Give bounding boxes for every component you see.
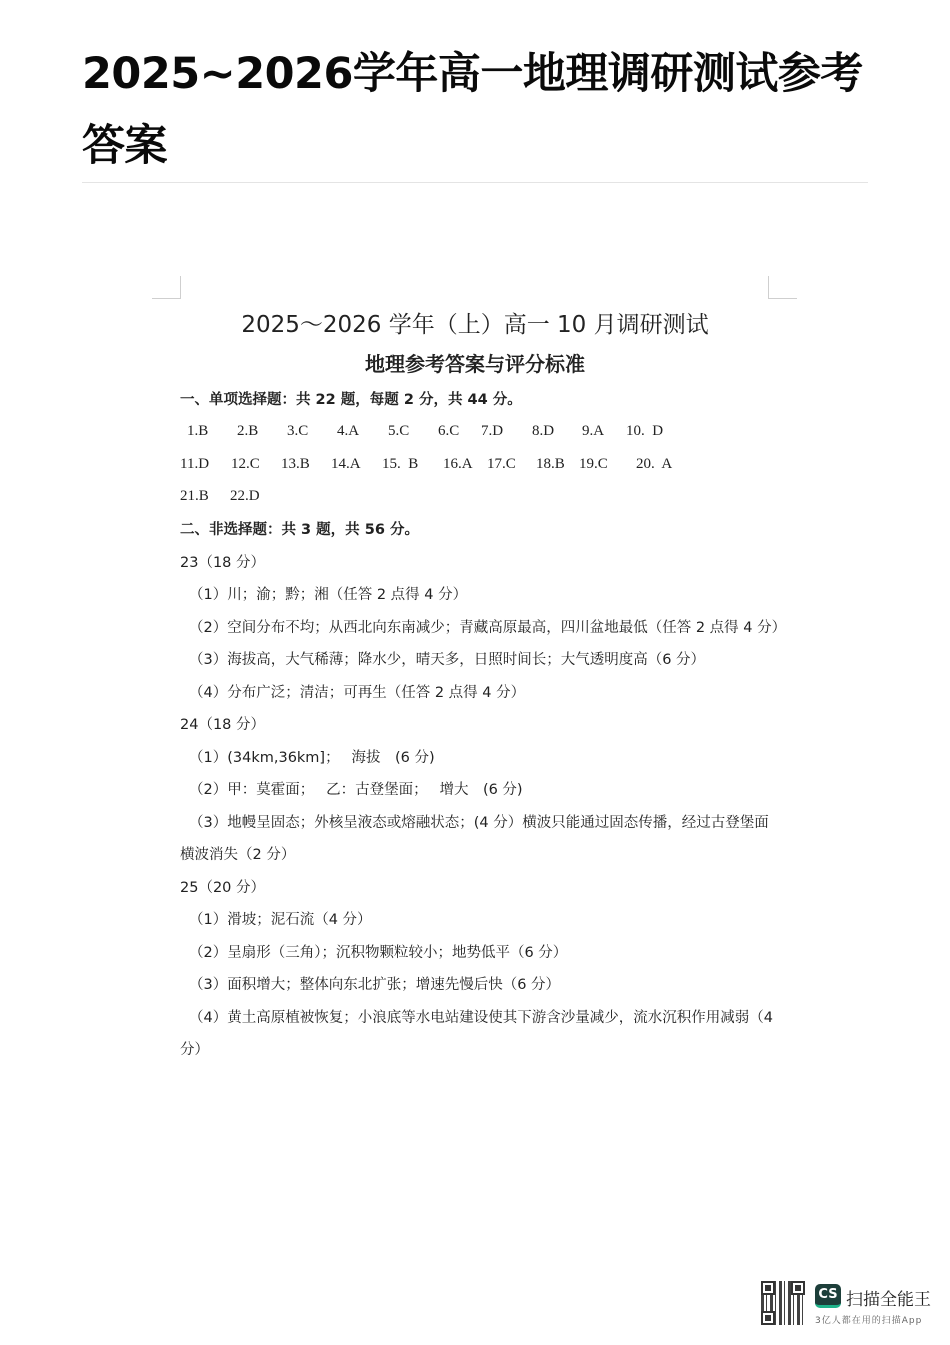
answer: 11.D (180, 456, 210, 472)
document-subheading: 地理参考答案与评分标准 (365, 352, 585, 376)
answer: 4.A (337, 423, 360, 439)
page-corner-mark (152, 276, 181, 299)
answer-line: （4）分布广泛；清洁；可再生（任答 2 点得 4 分） (189, 685, 526, 701)
answer: 6.C (438, 423, 460, 439)
answer-line: （4）黄土高原植被恢复；小浪底等水电站建设使其下游含沙量减少，流水沉积作用减弱（4 (189, 1010, 773, 1026)
document-heading: 2025～2026 学年（上）高一 10 月调研测试 (241, 312, 709, 338)
answer-line: （2）呈扇形（三角）；沉积物颗粒较小；地势低平（6 分） (189, 945, 568, 961)
answer-line: （1）(34km,36km]； 海拔 (6 分) (189, 750, 435, 766)
qr-code-icon (761, 1281, 805, 1325)
watermark-name: 扫描全能王 (846, 1290, 931, 1310)
answer-line: 分） (180, 1042, 209, 1058)
answer-line: （1）川；渝；黔；湘（任答 2 点得 4 分） (189, 587, 468, 603)
answer: 15. B (382, 456, 419, 472)
answer: 14.A (331, 456, 361, 472)
title-divider (82, 182, 868, 183)
answer: 2.B (237, 423, 259, 439)
answer: 18.B (536, 456, 565, 472)
question-title: 23（18 分） (180, 555, 266, 571)
answer: 3.C (287, 423, 309, 439)
answer: 8.D (532, 423, 555, 439)
answer: 10. D (626, 423, 664, 439)
answer-line: （3）海拔高，大气稀薄；降水少，晴天多，日照时间长；大气透明度高（6 分） (189, 652, 706, 668)
answer: 19.C (579, 456, 608, 472)
section-heading: 二、非选择题：共 3 题，共 56 分。 (180, 522, 419, 538)
question-title: 25（20 分） (180, 880, 266, 896)
answer: 12.C (231, 456, 260, 472)
answer: 7.D (481, 423, 504, 439)
answer-line: （3）地幔呈固态；外核呈液态或熔融状态；(4 分）横波只能通过固态传播，经过古登堡面 (189, 815, 769, 831)
answer-line: （1）滑坡；泥石流（4 分） (189, 912, 372, 928)
answer: 13.B (281, 456, 310, 472)
answer: 17.C (487, 456, 516, 472)
question-title: 24（18 分） (180, 717, 266, 733)
page-corner-mark (768, 276, 797, 299)
answer: 5.C (388, 423, 410, 439)
answer: 9.A (582, 423, 605, 439)
answer: 21.B (180, 488, 209, 504)
answer: 22.D (230, 488, 260, 504)
camscanner-logo: CS (815, 1284, 841, 1308)
answer: 16.A (443, 456, 473, 472)
answer: 1.B (187, 423, 209, 439)
answer-line: 横波消失（2 分） (180, 847, 296, 863)
answer-line: （2）甲：莫霍面； 乙：古登堡面； 增大 (6 分) (189, 782, 523, 798)
answer-line: （2）空间分布不均；从西北向东南减少；青藏高原最高，四川盆地最低（任答 2 点得 4 分） (189, 620, 787, 636)
answer-line: （3）面积增大；整体向东北扩张；增速先慢后快（6 分） (189, 977, 561, 993)
answer: 20. A (636, 456, 673, 472)
page-title: 2025~2026学年高一地理调研测试参考答案 (82, 49, 863, 171)
watermark-tagline: 3亿人都在用的扫描App (815, 1316, 923, 1326)
section-heading: 一、单项选择题：共 22 题，每题 2 分，共 44 分。 (180, 392, 522, 408)
